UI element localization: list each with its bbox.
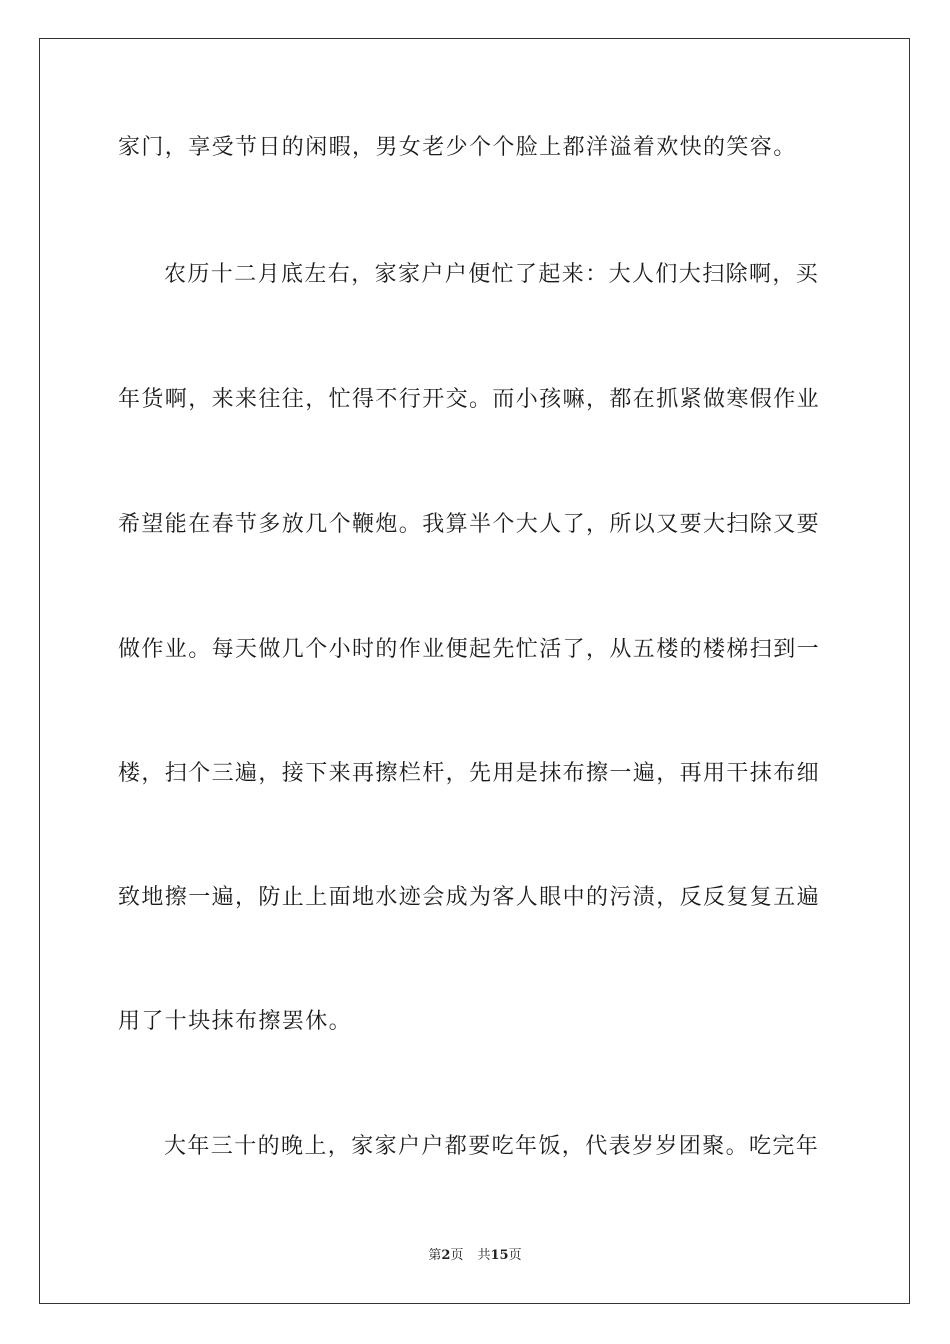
text-line-1: 家门，享受节日的闲暇，男女老少个个脸上都洋溢着欢快的笑容。 — [118, 135, 797, 160]
text-line-6: 楼，扫个三遍，接下来再擦栏杆，先用是抹布擦一遍，再用干抹布细 — [118, 761, 821, 786]
footer-page-prefix: 第 — [428, 1248, 442, 1263]
footer-page-number: 2 — [441, 1248, 451, 1263]
text-line-7: 致地擦一遍，防止上面地水迹会成为客人眼中的污渍，反反复复五遍 — [118, 885, 821, 910]
text-line-3: 年货啊，来来往往，忙得不行开交。而小孩嘛，都在抓紧做寒假作业 — [118, 387, 821, 412]
text-line-9: 大年三十的晚上，家家户户都要吃年饭，代表岁岁团聚。吃完年 — [164, 1134, 820, 1159]
page-border — [39, 38, 910, 1304]
text-line-2: 农历十二月底左右，家家户户便忙了起来：大人们大扫除啊，买 — [164, 262, 820, 287]
footer-total-prefix: 共 — [477, 1248, 491, 1263]
text-line-8: 用了十块抹布擦罢休。 — [118, 1009, 353, 1034]
footer-total-pages: 15 — [490, 1248, 509, 1263]
text-line-4: 希望能在春节多放几个鞭炮。我算半个大人了，所以又要大扫除又要 — [118, 512, 821, 537]
page-footer — [0, 1248, 950, 1264]
text-line-5: 做作业。每天做几个小时的作业便起先忙活了，从五楼的楼梯扫到一 — [118, 637, 821, 662]
footer-page-suffix: 页 — [450, 1248, 464, 1263]
footer-total-suffix: 页 — [508, 1248, 522, 1263]
